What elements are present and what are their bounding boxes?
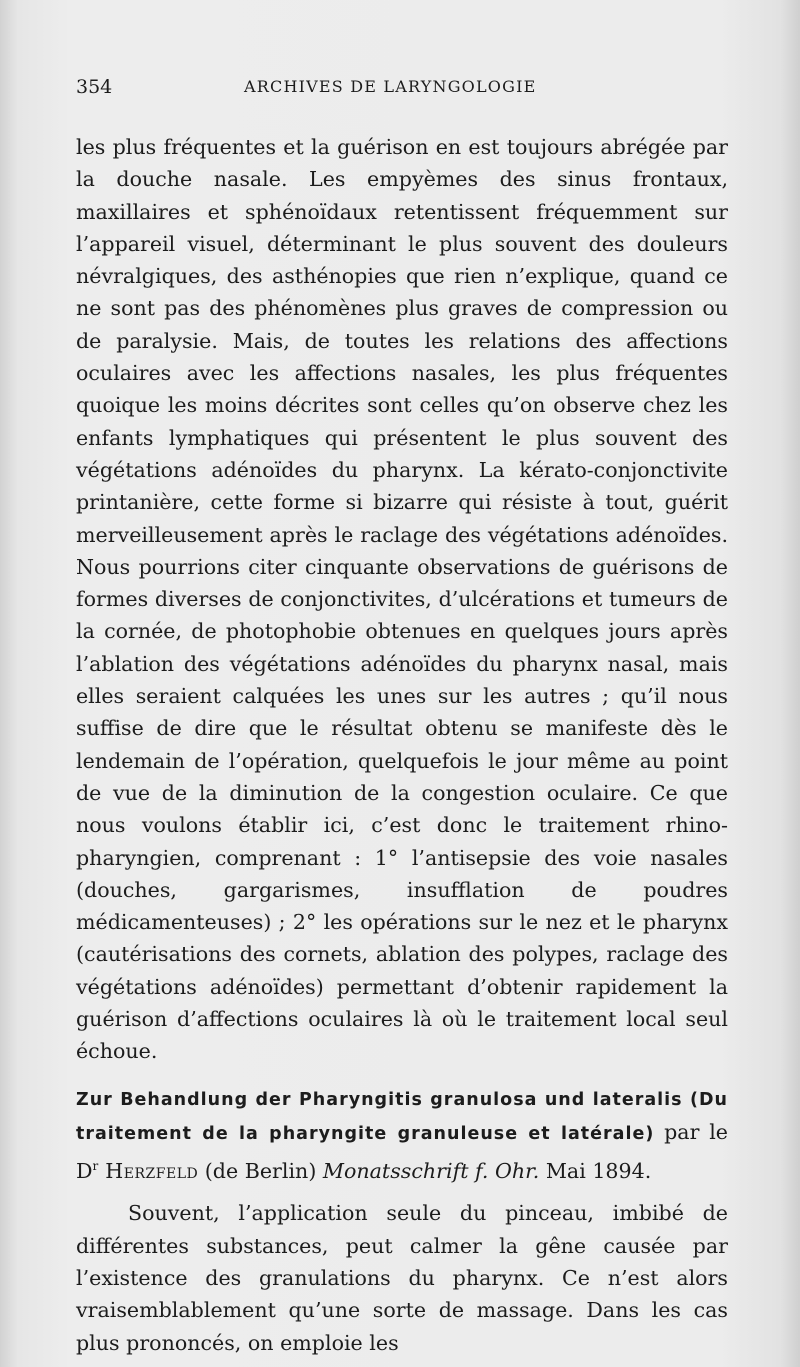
- paragraph-1: les plus fréquentes et la guérison en est toujours abrégée par la douche nasale. Les empyèmes des sinus frontaux, maxillaires et sphénoïdaux retentissent fréquemment sur l’appareil visuel, déterminant le plus souvent des douleurs névralgiques, des asthénopies que rien n’explique, quand ce ne sont pas des phénomènes plus graves de compression ou de paralysie. Mais, de toutes les relations des affections oculaires avec les affections nasales, les plus fréquentes quoique les moins décrites sont celles qu’on observe chez les enfants lymphatiques qui présentent le plus souvent des végétations adénoïdes du pharynx. La kérato-conjonctivite printanière, cette forme si bizarre qui résiste à tout, guérit merveilleusement après le raclage des végétations adénoïdes. Nous pourrions citer cinquante observations de guérisons de formes diverses de conjonctivites, d’ulcérations et tumeurs de la cornée, de photophobie obtenues en quelques jours après l’ablation des végétations adénoïdes du pharynx nasal, mais elles seraient calquées les unes sur les autres ; qu’il nous suffise de dire que le résultat obtenu se manifeste dès le lendemain de l’opération, quelquefois le jour même au point de vue de la diminution de la congestion oculaire. Ce que nous voulons établir ici, c’est donc le traitement rhino-pharyngien, comprenant : 1° l’antisepsie des voie nasales (douches, gargarismes, insufflation de poudres médicamenteuses) ; 2° les opérations sur le nez et le pharynx (cautérisations des cornets, ablation des polypes, raclage des végétations adénoïdes) permettant d’obtenir rapidement la guérison d’affections oculaires là où le traitement local seul échoue.: [76, 135, 728, 1064]
- page-number: 354: [76, 76, 113, 98]
- review-location: (de Berlin): [198, 1159, 323, 1184]
- review-title: Zur Behandlung der Pharyngitis granulosa und lateralis (Du traitement de la pharyngite granuleuse et latérale): [76, 1089, 728, 1144]
- page-body: [76, 131, 728, 1359]
- review-journal: Monatsschrift f. Ohr.: [322, 1159, 540, 1184]
- review-date: Mai 1894.: [539, 1159, 652, 1184]
- review-heading: [76, 1082, 728, 1188]
- page-header: [76, 76, 726, 106]
- paragraph-3: Souvent, l’application seule du pinceau, imbibé de différentes substances, peut calmer la gêne causée par l’existence des granulations du pharynx. Ce n’est alors vraisemblablement qu’une sorte de massage. Dans les cas plus prononcés, on emploie les: [76, 1201, 728, 1355]
- review-by: par le D: [76, 1119, 728, 1184]
- review-dr-sup: r: [92, 1159, 99, 1174]
- running-title: ARCHIVES DE LARYNGOLOGIE: [244, 77, 537, 96]
- review-author: Herzfeld: [98, 1159, 199, 1184]
